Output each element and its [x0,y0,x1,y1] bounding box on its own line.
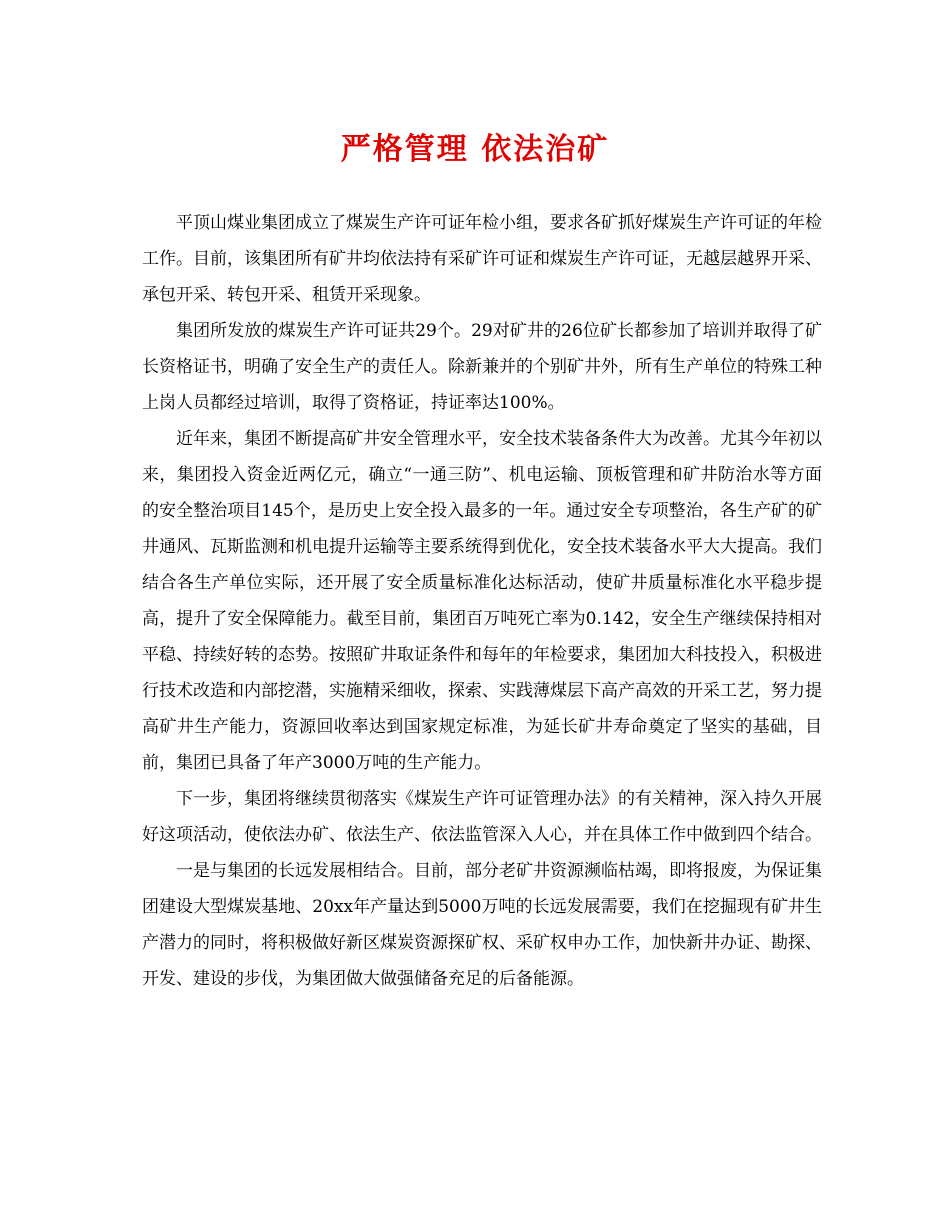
document-body [142,205,822,997]
paragraph: 一是与集团的长远发展相结合。目前，部分老矿井资源濒临枯竭，即将报废，为保证集团建设大型煤炭基地、20xx年产量达到5000万吨的长远发展需要，我们在挖掘现有矿井生产潜力的同时，将积极做好新区煤炭资源探矿权、采矿权申办工作，加快新井办证、勘探、开发、建设的步伐，为集团做大做强储备充足的后备能源。 [142,861,822,989]
paragraph: 下一步，集团将继续贯彻落实《煤炭生产许可证管理办法》的有关精神，深入持久开展好这项活动，使依法办矿、依法生产、依法监管深入人心，并在具体工作中做到四个结合。 [142,789,822,845]
paragraph: 集团所发放的煤炭生产许可证共29个。29对矿井的26位矿长都参加了培训并取得了矿长资格证书，明确了安全生产的责任人。除新兼并的个别矿井外，所有生产单位的特殊工种上岗人员都经过培训，取得了资格证，持证率达100%。 [142,321,822,413]
paragraph: 近年来，集团不断提高矿井安全管理水平，安全技术装备条件大为改善。尤其今年初以来，集团投入资金近两亿元，确立“一通三防”、机电运输、顶板管理和矿井防治水等方面的安全整治项目145个，是历史上安全投入最多的一年。通过安全专项整治，各生产矿的矿井通风、瓦斯监测和机电提升运输等主要系统得到优化，安全技术装备水平大大提高。我们结合各生产单位实际，还开展了安全质量标准化达标活动，使矿井质量标准化水平稳步提高，提升了安全保障能力。截至目前，集团百万吨死亡率为0.142，安全生产继续保持相对平稳、持续好转的态势。按照矿井取证条件和每年的年检要求，集团加大科技投入，积极进行技术改造和内部挖潜，实施精采细收，探索、实践薄煤层下高产高效的开采工艺，努力提高矿井生产能力，资源回收率达到国家规定标准，为延长矿井寿命奠定了坚实的基础，目前，集团已具备了年产3000万吨的生产能力。 [142,429,822,773]
document-title: 严格管理 依法治矿 [340,132,610,167]
paragraph: 平顶山煤业集团成立了煤炭生产许可证年检小组，要求各矿抓好煤炭生产许可证的年检工作。目前，该集团所有矿井均依法持有采矿许可证和煤炭生产许可证，无越层越界开采、承包开采、转包开采、租赁开采现象。 [142,213,822,305]
